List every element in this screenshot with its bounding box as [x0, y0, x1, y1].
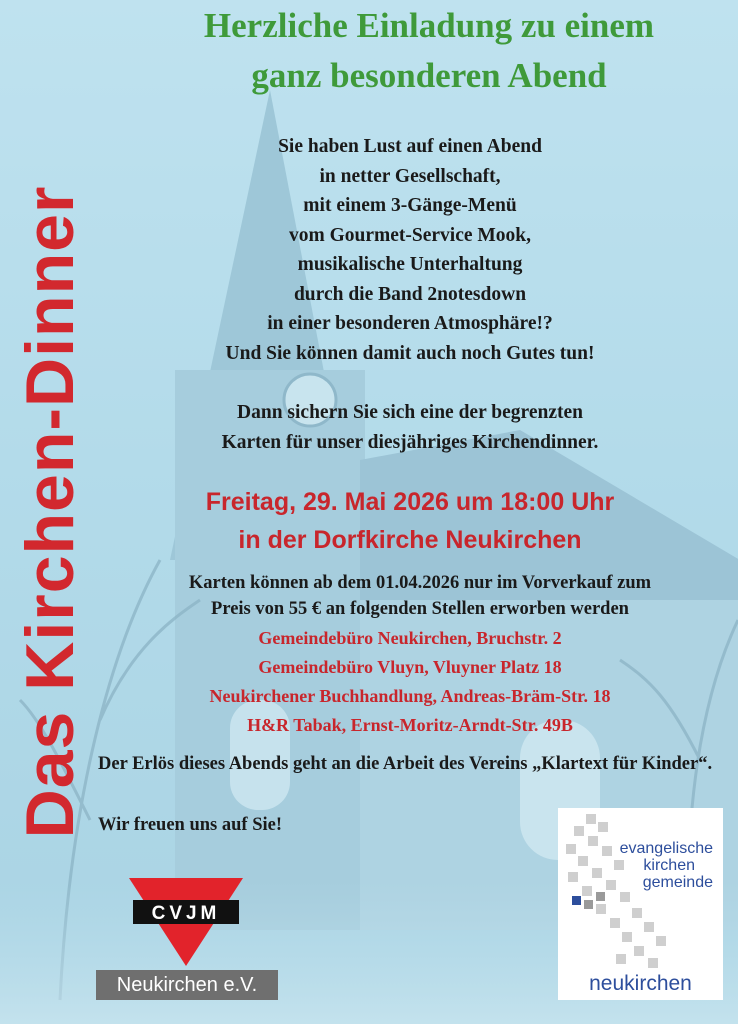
cvjm-triangle-logo [127, 876, 245, 968]
intro-line: mit einem 3-Gänge-Menü [303, 195, 517, 216]
intro-line: vom Gourmet-Service Mook, [288, 224, 532, 246]
cvjm-name: Neukirchen e.V. [96, 970, 278, 1000]
event-date-time: Freitag, 29. Mai 2026 um 18:00 Uhr [205, 488, 615, 516]
ticket-line: Karten können ab dem 01.04.2026 nur im Vorverkauf zum [188, 573, 652, 593]
proceeds-text: Der Erlös dieses Abends geht an die Arbeit des Vereins „Klartext für Kinder“. [98, 754, 713, 774]
event-venue: in der Dorfkirche Neukirchen [238, 526, 582, 554]
ekg-text-line: gemeinde [642, 874, 713, 891]
ekg-city: neukirchen [589, 972, 692, 995]
intro-line: in einer besonderen Atmosphäre!? [267, 313, 553, 334]
intro-line: in netter Gesellschaft, [319, 165, 501, 187]
ekg-text-line: kirchen [643, 857, 695, 874]
sales-location: Gemeindebüro Vluyn, Vluyner Platz 18 [258, 657, 562, 677]
sales-location: H&R Tabak, Ernst-Moritz-Arndt-Str. 49B [247, 715, 573, 735]
sales-location: Neukirchener Buchhandlung, Andreas-Bräm-Str. 18 [209, 686, 611, 706]
heading-line-2: ganz besonderen Abend [251, 56, 607, 95]
heading-line-1: Herzliche Einladung zu einem [203, 6, 655, 45]
intro-line: Und Sie können damit auch noch Gutes tun! [225, 342, 595, 364]
thanks-text: Wir freuen uns auf Sie! [98, 815, 282, 835]
call-line: Karten für unser diesjähriges Kirchendinner. [221, 431, 599, 453]
ekg-logo [558, 808, 723, 1000]
ekg-text-line: evangelische [619, 840, 713, 857]
call-line: Dann sichern Sie sich eine der begrenzten [237, 402, 583, 423]
ticket-info [100, 570, 738, 622]
cvjm-letters: CVJM [151, 903, 221, 924]
intro-line: Sie haben Lust auf einen Abend [278, 136, 542, 157]
side-title: Das Kirchen-Dinner [12, 185, 88, 839]
intro-line: durch die Band 2notesdown [293, 283, 527, 305]
intro-text [140, 132, 680, 457]
ticket-line: Preis von 55 € an folgenden Stellen erworben werden [211, 599, 629, 619]
intro-line: musikalische Unterhaltung [297, 254, 523, 275]
sales-locations [120, 624, 700, 740]
sales-location: Gemeindebüro Neukirchen, Bruchstr. 2 [258, 628, 562, 648]
